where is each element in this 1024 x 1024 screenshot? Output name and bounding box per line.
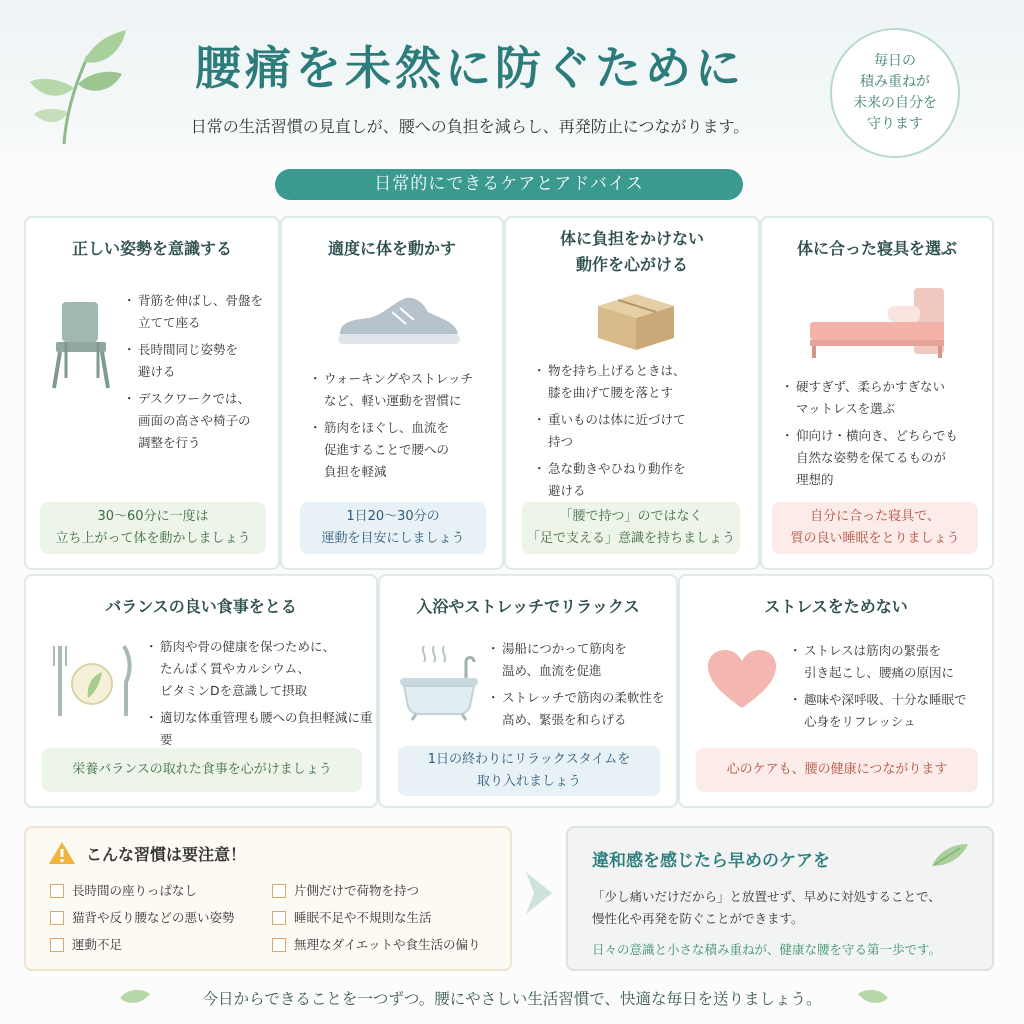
heart-icon bbox=[706, 648, 778, 712]
bullet-list bbox=[148, 636, 378, 756]
bullet-list bbox=[126, 290, 276, 459]
checklist-item: 運動不足 bbox=[50, 936, 122, 954]
page-title: 腰痛を未然に防ぐために bbox=[195, 41, 745, 95]
checklist-item: 睡眠不足や不規則な生活 bbox=[272, 909, 432, 927]
bullet-item: ・ 仰向け・横向き、どちらでも 自然な姿勢を保てるものが 理想的 bbox=[784, 425, 994, 491]
card-title: バランスの良い食事をとる bbox=[105, 597, 297, 616]
bathtub-icon bbox=[396, 642, 482, 722]
bullet-item: ・ ウォーキングやストレッチ など、軽い運動を習慣に bbox=[312, 368, 502, 412]
bullet-item: ・ 重いものは体に近づけて 持つ bbox=[536, 409, 746, 453]
bed-icon bbox=[804, 284, 954, 360]
advice-text: 「少し痛いだけだから」と放置せず、早めに対処することで、 慢性化や再発を防ぐことができます。 bbox=[592, 889, 941, 926]
card-title: 正しい姿勢を意識する bbox=[71, 239, 232, 258]
page-subtitle: 日常の生活習慣の見直しが、腰への負担を減らし、再発防止につながります。 bbox=[190, 117, 750, 136]
tip-box: 自分に合った寝具で、 質の良い睡眠をとりましょう bbox=[772, 502, 978, 554]
bullet-list bbox=[536, 360, 746, 507]
checklist-item: 無理なダイエットや食生活の偏り bbox=[272, 936, 481, 954]
chair-icon bbox=[44, 298, 124, 390]
bullet-list bbox=[312, 368, 502, 488]
card-title: 適度に体を動かす bbox=[327, 239, 456, 258]
advice-box bbox=[566, 826, 994, 971]
sneaker-icon bbox=[332, 290, 462, 350]
card-title: 体に合った寝具を選ぶ bbox=[796, 239, 957, 258]
warning-title: こんな習慣は要注意！ bbox=[86, 845, 247, 864]
card-bath bbox=[378, 574, 678, 808]
bullet-item: ・ 急な動きやひねり動作を 避ける bbox=[536, 458, 746, 502]
tip-box: 1日の終わりにリラックスタイムを 取り入れましょう bbox=[398, 746, 660, 796]
box-icon bbox=[594, 288, 678, 352]
motivation-badge: 毎日の 積み重ねが 未来の自分を 守ります bbox=[830, 28, 960, 158]
tip-box: 栄養バランスの取れた食事を心がけましょう bbox=[42, 748, 362, 792]
card-exercise bbox=[280, 216, 504, 570]
advice-title: 違和感を感じたら早めのケアを bbox=[592, 851, 830, 871]
bullet-item: ・ 筋肉や骨の健康を保つために、 たんぱく質やカルシウム、 ビタミンDを意識して摂取 bbox=[148, 636, 378, 702]
bullet-list bbox=[490, 638, 680, 736]
warning-icon bbox=[48, 840, 76, 866]
card-bedding bbox=[760, 216, 994, 570]
tip-box: 「腰で持つ」のではなく 「足で支える」意識を持ちましょう bbox=[522, 502, 740, 554]
tip-box: 1日20〜30分の 運動を目安にしましょう bbox=[300, 502, 486, 554]
bullet-item: ・ 背筋を伸ばし、骨盤を 立てて座る bbox=[126, 290, 276, 334]
warning-box bbox=[24, 826, 512, 971]
checklist-item: 猫背や反り腰などの悪い姿勢 bbox=[50, 909, 235, 927]
card-title: 体に負担をかけない 動作を心がける bbox=[559, 229, 704, 274]
card-posture bbox=[24, 216, 280, 570]
bullet-list bbox=[784, 376, 994, 496]
bullet-item: ・ ストレッチで筋肉の柔軟性を 高め、緊張を和らげる bbox=[490, 687, 680, 731]
bullet-item: ・ ストレスは筋肉の緊張を 引き起こし、腰痛の原因に bbox=[792, 640, 992, 684]
card-title: ストレスをためない bbox=[764, 597, 908, 616]
footer-message: 今日からできることを一つずつ。腰にやさしい生活習慣で、快適な毎日を送りましょう。 bbox=[202, 990, 822, 1008]
section-heading: 日常的にできるケアとアドバイス bbox=[275, 169, 743, 200]
bullet-item: ・ デスクワークでは、 画面の高さや椅子の 調整を行う bbox=[126, 388, 276, 454]
bullet-item: ・ 趣味や深呼吸、十分な睡眠で 心身をリフレッシュ bbox=[792, 689, 992, 733]
tip-box: 心のケアも、腰の健康につながります bbox=[696, 748, 978, 792]
card-diet bbox=[24, 574, 378, 808]
card-title: 入浴やストレッチでリラックス bbox=[416, 597, 640, 616]
bullet-item: ・ 物を持ち上げるときは、 膝を曲げて腰を落とす bbox=[536, 360, 746, 404]
advice-note: 日々の意識と小さな積み重ねが、健康な腰を守る第一歩です。 bbox=[592, 942, 942, 957]
bullet-list bbox=[792, 640, 992, 738]
fork-knife-plate-icon bbox=[50, 642, 134, 718]
checklist-item: 片側だけで荷物を持つ bbox=[272, 882, 419, 900]
tip-box: 30〜60分に一度は 立ち上がって体を動かしましょう bbox=[40, 502, 266, 554]
bullet-item: ・ 長時間同じ姿勢を 避ける bbox=[126, 339, 276, 383]
leaf-icon bbox=[856, 988, 890, 1008]
checklist-item: 長時間の座りっぱなし bbox=[50, 882, 197, 900]
bullet-item: ・ 硬すぎず、柔らかすぎない マットレスを選ぶ bbox=[784, 376, 994, 420]
bullet-item: ・ 湯船につかって筋肉を 温め、血流を促進 bbox=[490, 638, 680, 682]
leaf-icon bbox=[930, 842, 970, 868]
card-movement bbox=[504, 216, 760, 570]
bullet-item: ・ 適切な体重管理も腰への負担軽減に重要 bbox=[148, 707, 378, 751]
arrow-right-icon bbox=[522, 868, 556, 918]
bullet-item: ・ 筋肉をほぐし、血流を 促進することで腰への 負担を軽減 bbox=[312, 417, 502, 483]
card-stress bbox=[678, 574, 994, 808]
